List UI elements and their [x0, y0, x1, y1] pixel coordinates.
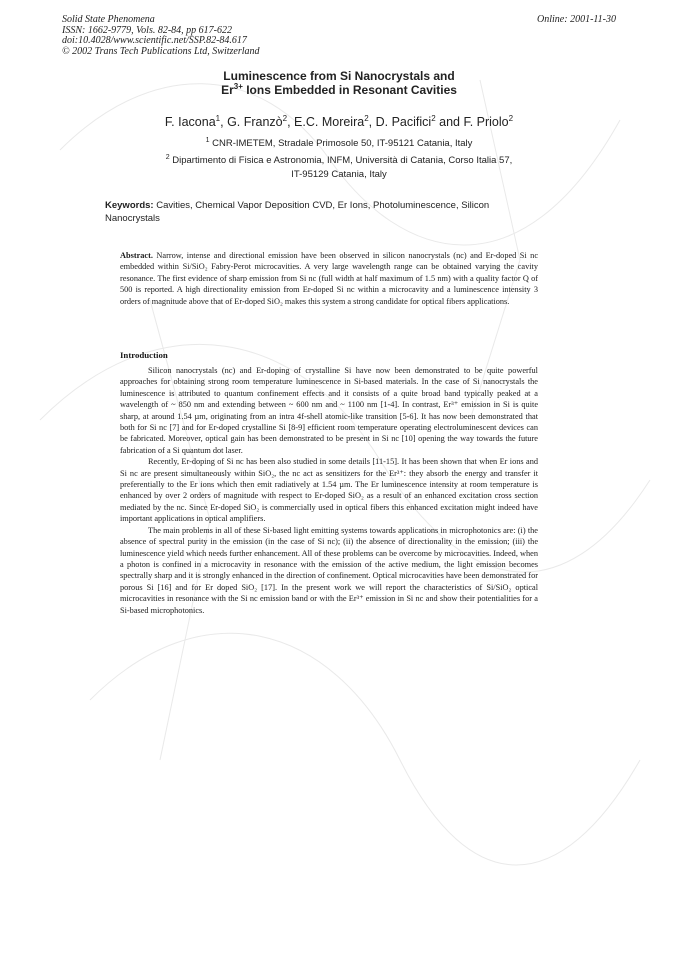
- title-line-2: [0, 81, 678, 98]
- journal-name: Solid State Phenomena: [62, 14, 155, 25]
- paper-title: [0, 70, 678, 97]
- title-rest: Ions Embedded in Resonant Cavities: [242, 82, 457, 97]
- section-heading-introduction: Introduction: [120, 350, 168, 360]
- title-line-1: Luminescence from Si Nanocrystals and: [223, 69, 455, 83]
- keywords-text: Cavities, Chemical Vapor Deposition CVD, Er Ions, Photoluminescence, Silicon Nanocrystals: [105, 200, 490, 224]
- affiliation-2: $^2$ Dipartimento di Fisica e Astronomia, INFM, Università di Catania, Corso Italia 57, IT-95129 Catania, Italy: [165, 153, 513, 180]
- journal-info: [62, 15, 260, 57]
- journal-issn: ISSN: 1662-9779, Vols. 82-84, pp 617-622: [62, 24, 232, 36]
- intro-paragraph-1: Silicon nanocrystals (nc) and Er-doping of crystalline Si have now been demonstrated to be quite powerful approaches for obtaining strong room temperature luminescence in Si-based materials. In the case of Si nanocrystals the luminescence is attributed to quantum confinement effects and it consists of a quite broad band typically peaked at a wavelength of ~ 850 nm and extending between ~ 600 nm and ~ 1100 nm [1-4]. In contrast, Er³⁺ emission in Si is quite sharp, at around 1.54 µm, originating from an intra 4f-shell atomic-like transition [5-6]. It has now been demonstrated that both for Si nc [7] and for Er-doped crystalline Si [8-9] efficient room temperature operating electroluminescent devices can be fabricated. Moreover, optical gain has been demonstrated to be present in Si nc [10] opening the way towards the future fabrication of a Si quantum dot laser.: [120, 366, 538, 455]
- journal-doi: doi:10.4028/www.scientific.net/SSP.82-84.617: [62, 35, 247, 46]
- title-sup: 3+: [233, 81, 243, 91]
- keywords-label: Keywords:: [105, 200, 154, 211]
- affiliation-1: $^1$ CNR-IMETEM, Stradale Primosole 50, IT-95121 Catania, Italy: [205, 136, 473, 149]
- author: G. Franzò$^2$,: [227, 113, 295, 129]
- abstract-label: Abstract.: [120, 251, 153, 260]
- abstract-text: Narrow, intense and directional emission have been observed in silicon nanocrystals (nc) and Er-doped Si nc embedded within Si/SiO₂ Fabry-Perot microcavities. A very large wavelength range can be obtained varying the cavity resonance. The first evidence of sharp emission from Si nc (full width at half maximum of 1.5 nm) with a quality factor Q of 500 is reported. A high directionality emission from Er-doped Si nc within a microcavity and a luminescence intensity 3 orders of magnitude above that of Er-doped SiO₂ makes this system a strong candidate for optical fibers applications.: [120, 251, 538, 306]
- online-date: Online: 2001-11-30: [537, 14, 616, 25]
- intro-paragraph-3: The main problems in all of these Si-based light emitting systems towards applications in microphotonics are: (i) the absence of spectral purity in the emission (in the case of Si nc); (ii) the absence of directionality in the emission; (iii) the luminescence yield which needs further enhancement. All of these problems can be overcome by microcavities. Indeed, when a photon is confined in a microcavity in resonance with the emission of the active medium, the light emission becomes spectrally sharp and it is strongly enhanced in the direction of confinement. Optical microcavities have been demonstrated for porous Si [16] and for Er doped SiO₂ [17]. In the present work we will report the characteristics of Si/SiO₂ optical microcavities in resonance with the Si nc emission band or with the Er³⁺ emission in Si nc and show their potentialities for a Si-based microphotonics.: [120, 525, 538, 615]
- introduction-body: [120, 365, 538, 616]
- author: F. Iacona$^1$,: [164, 113, 228, 129]
- intro-paragraph-2: Recently, Er-doping of Si nc has been also studied in some details [11-15]. It has been shown that when Er ions and Si nc are present simultaneously within SiO₂, the nc act as sensitizers for the Er³⁺: they absorb the energy and transfer it preferentially to the Er ions which then emit radiatively at 1.54 µm. The Er luminescence intensity at room temperature is enhanced by over 2 orders of magnitude with respect to Er-doped SiO₂ as a result of an enhanced excitation cross section mediated by the nc. Since Er-doped SiO₂ is commercially used in optical fibers this enhanced excitation might indeed have important applications in optical amplifiers.: [120, 457, 538, 524]
- author: F. Priolo$^2$: [463, 113, 514, 129]
- keywords: [105, 200, 545, 225]
- author: E.C. Moreira$^2$,: [294, 113, 376, 129]
- title-er: Er: [221, 82, 234, 97]
- author: D. Pacifici$^2$ and: [375, 113, 464, 129]
- abstract: [120, 250, 538, 307]
- author-list: [0, 115, 678, 129]
- journal-copyright: © 2002 Trans Tech Publications Ltd, Switzerland: [62, 45, 260, 57]
